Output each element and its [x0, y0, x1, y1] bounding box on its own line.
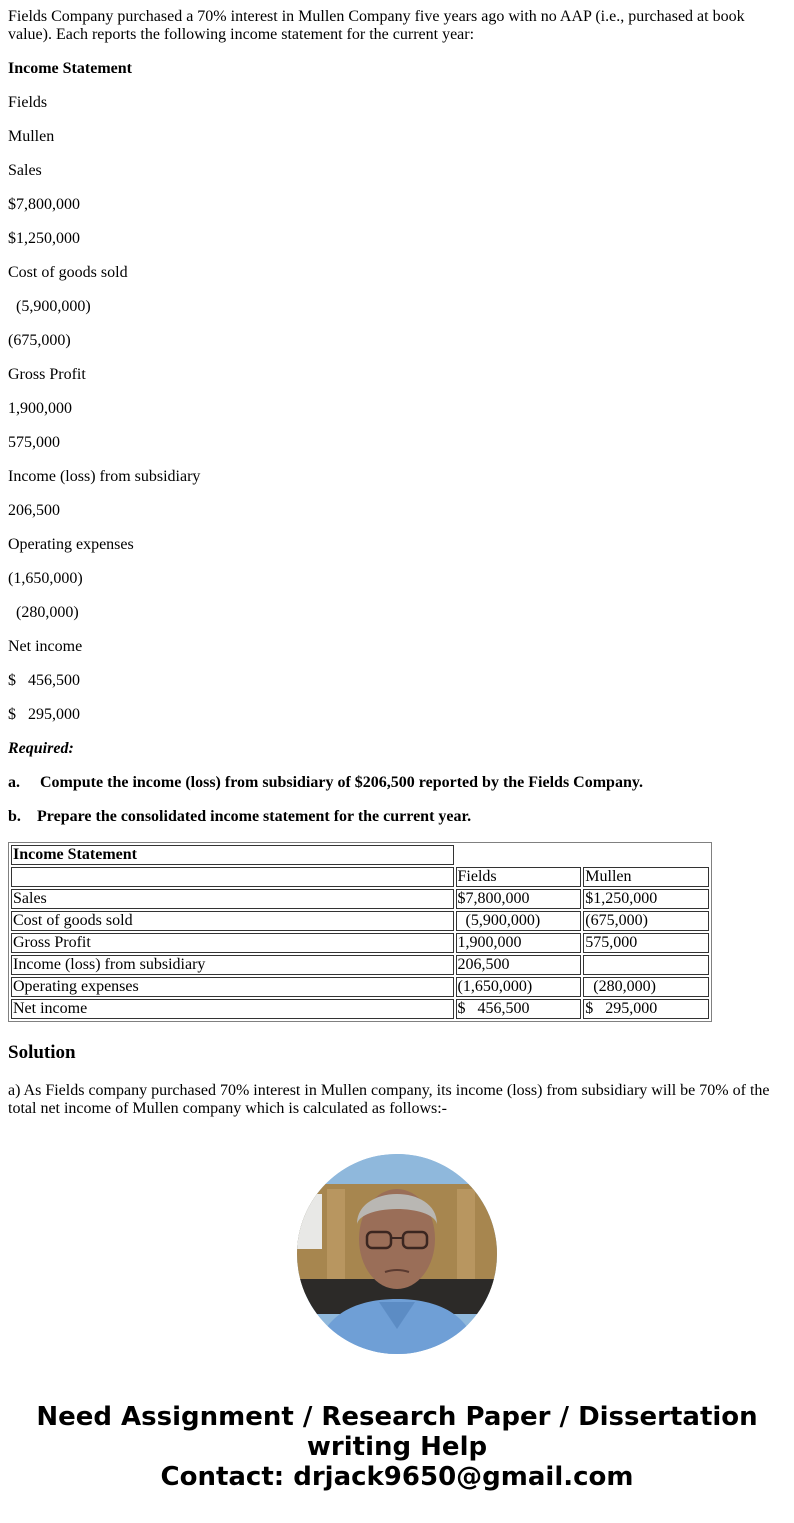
flat-item: 206,500	[8, 502, 60, 519]
flat-title: Income Statement	[8, 60, 132, 77]
promo-contact: Contact: drjack9650@gmail.com	[160, 1462, 634, 1492]
tutor-avatar	[297, 1154, 497, 1354]
table-row	[11, 889, 709, 909]
row-label: Operating expenses	[11, 977, 454, 997]
flat-item: Operating expenses	[8, 536, 134, 553]
header-cell: Fields	[456, 867, 582, 887]
table-row	[11, 911, 709, 931]
flat-item: $ 456,500	[8, 672, 80, 689]
task-b	[8, 808, 786, 826]
flat-item: 1,900,000	[8, 400, 72, 417]
fields-value: 206,500	[456, 955, 582, 975]
row-label: Cost of goods sold	[11, 911, 454, 931]
mullen-value: (280,000)	[583, 977, 709, 997]
flat-item: Sales	[8, 162, 42, 179]
required-label: Required:	[8, 740, 74, 757]
solution-text: a) As Fields company purchased 70% interest in Mullen company, its income (loss) from subsidiary will be 70% of the total net income of Mullen company which is calculated as follows:-	[8, 1082, 770, 1117]
fields-value: (1,650,000)	[456, 977, 582, 997]
portrait-illustration	[297, 1154, 497, 1354]
table-title-row	[11, 845, 709, 865]
flat-item: (675,000)	[8, 332, 71, 349]
flat-item: $7,800,000	[8, 196, 80, 213]
table-row	[11, 977, 709, 997]
task-marker: a.	[8, 774, 20, 791]
flat-item: 575,000	[8, 434, 60, 451]
table-title: Income Statement	[11, 845, 454, 865]
flat-item: $1,250,000	[8, 230, 80, 247]
flat-item: Income (loss) from subsidiary	[8, 468, 201, 485]
promo-banner	[0, 1402, 794, 1492]
mullen-value: $ 295,000	[583, 999, 709, 1019]
row-label: Income (loss) from subsidiary	[11, 955, 454, 975]
row-label: Gross Profit	[11, 933, 454, 953]
task-a	[8, 774, 786, 792]
income-statement-table	[8, 842, 712, 1022]
fields-value: 1,900,000	[456, 933, 582, 953]
fields-value: (5,900,000)	[456, 911, 582, 931]
flat-item: (5,900,000)	[8, 298, 91, 315]
flat-item: Net income	[8, 638, 83, 655]
row-label: Net income	[11, 999, 454, 1019]
task-text: Compute the income (loss) from subsidiary of $206,500 reported by the Fields Company.	[40, 774, 643, 791]
row-label: Sales	[11, 889, 454, 909]
table-row	[11, 955, 709, 975]
task-text: Prepare the consolidated income statement for the current year.	[37, 808, 472, 825]
flat-item: Gross Profit	[8, 366, 86, 383]
header-cell	[11, 867, 454, 887]
flat-item: $ 295,000	[8, 706, 80, 723]
header-cell: Mullen	[583, 867, 709, 887]
table-header-row	[11, 867, 709, 887]
flat-item: (1,650,000)	[8, 570, 83, 587]
flat-item: (280,000)	[8, 604, 79, 621]
table-row	[11, 933, 709, 953]
task-marker: b.	[8, 808, 21, 825]
mullen-value	[583, 955, 709, 975]
mullen-value: $1,250,000	[583, 889, 709, 909]
mullen-value: (675,000)	[583, 911, 709, 931]
solution-heading: Solution	[8, 1042, 76, 1063]
flat-item: Mullen	[8, 128, 55, 145]
flat-item: Cost of goods sold	[8, 264, 128, 281]
fields-value: $ 456,500	[456, 999, 582, 1019]
problem-intro: Fields Company purchased a 70% interest in Mullen Company five years ago with no AAP (i.e., purchased at book value). Each reports the following income statement for the current year:	[8, 8, 745, 43]
promo-headline: Need Assignment / Research Paper / Dissertation writing Help	[36, 1402, 758, 1462]
flat-item: Fields	[8, 94, 48, 111]
tutor-photo-container	[8, 1154, 786, 1354]
table-row	[11, 999, 709, 1019]
fields-value: $7,800,000	[456, 889, 582, 909]
mullen-value: 575,000	[583, 933, 709, 953]
empty-cell	[456, 845, 709, 865]
